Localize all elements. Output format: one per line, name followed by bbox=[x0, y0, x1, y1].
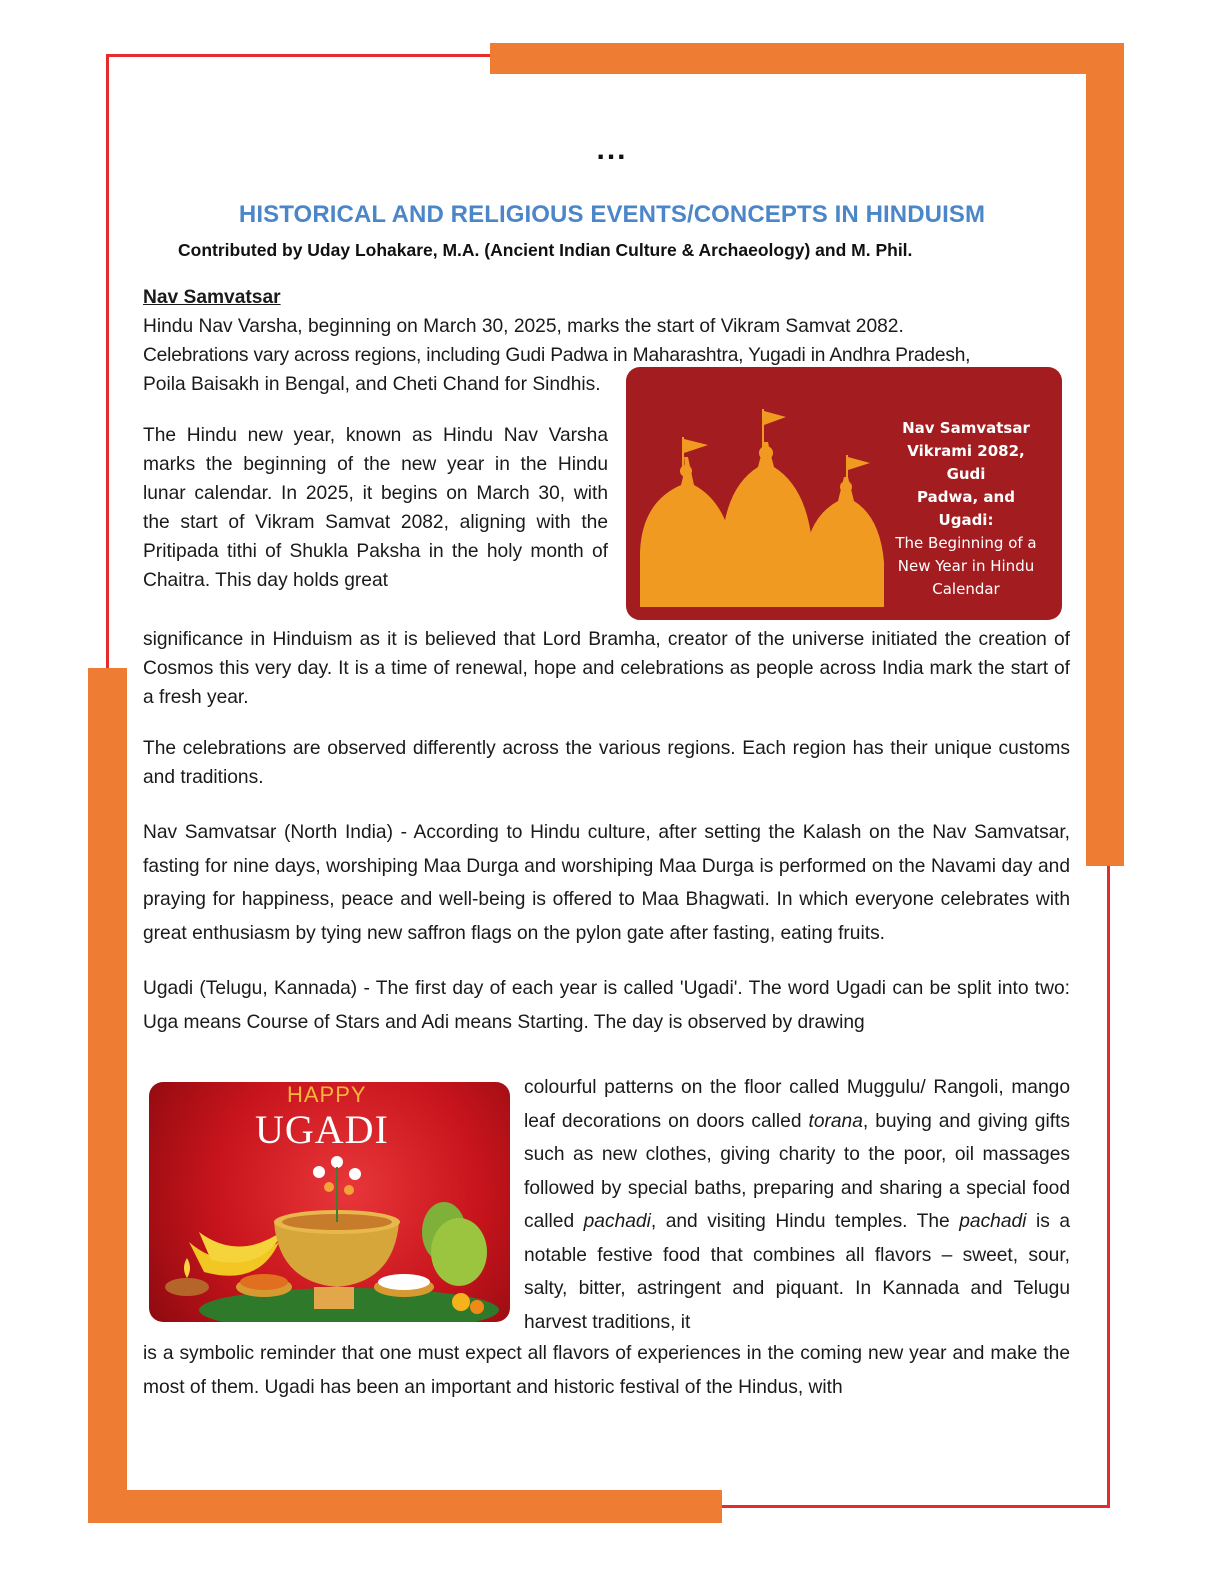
pachadi-term-2: pachadi bbox=[959, 1211, 1027, 1232]
intro-line-1: Hindu Nav Varsha, beginning on March 30, 2025, marks the start of Vikram Samvat 2082. bbox=[143, 316, 904, 337]
paragraph-2-wrap: The Hindu new year, known as Hindu Nav Varsha marks the beginning of the new year in the Hindu lunar calendar. In 2025, it begins on March 30, with the start of Vikram Samvat 2082, aligning with the Pritipada tithi of Shukla Paksha in the holy month of Chaitra. This day holds great bbox=[143, 425, 608, 591]
p5-seg-a: colourful patterns on the floor called Muggulu/ Rangoli, mango leaf decorations on doors called bbox=[524, 1077, 1070, 1132]
banner-line-1: Nav Samvatsar bbox=[902, 419, 1030, 437]
frame-right-orange-bar bbox=[1086, 43, 1124, 866]
nav-samvatsar-banner bbox=[626, 367, 1062, 620]
festive-food-illustration bbox=[149, 1082, 510, 1322]
torana-term: torana bbox=[808, 1110, 863, 1132]
frame-left-orange-bar bbox=[88, 668, 127, 1523]
paragraph-2-rest: significance in Hinduism as it is believed that Lord Bramha, creator of the universe initiated the creation of Cosmos this very day. It is a time of renewal, hope and celebrations as people across India mark the start of a fresh year. bbox=[143, 629, 1070, 708]
paragraph-5-rest: is a symbolic reminder that one must expect all flavors of experiences in the coming new year and make the most of them. Ugadi has been an important and historic festival of the Hindus, with bbox=[143, 1343, 1070, 1398]
pachadi-term-1: pachadi bbox=[583, 1211, 651, 1232]
frame-top-orange-bar bbox=[490, 43, 1124, 74]
page-title: HISTORICAL AND RELIGIOUS EVENTS/CONCEPTS IN HINDUISM bbox=[238, 201, 986, 228]
frame-bottom-orange-bar bbox=[88, 1490, 722, 1523]
banner-line-4: The Beginning of a bbox=[895, 534, 1037, 552]
banner-caption bbox=[888, 417, 1044, 601]
ugadi-text: UGADI bbox=[255, 1107, 389, 1152]
banner-line-3: Padwa, and Ugadi: bbox=[917, 488, 1015, 529]
banner-line-2: Vikrami 2082, Gudi bbox=[907, 442, 1025, 483]
p5-seg-d: is a notable festive food that combines all flavors – sweet, sour, salty, bitter, astringent and piquant. In Kannada and Telugu harvest traditions, it bbox=[524, 1211, 1070, 1333]
banner-line-6: Calendar bbox=[932, 580, 1000, 598]
contributor-line: Contributed by Uday Lohakare, M.A. (Ancient Indian Culture & Archaeology) and M. Phil. bbox=[178, 240, 913, 260]
section-heading: Nav Samvatsar bbox=[143, 287, 281, 308]
paragraph-5-wrap bbox=[524, 1071, 1070, 1339]
paragraph-5-top: Ugadi (Telugu, Kannada) - The first day of each year is called 'Ugadi'. The word Ugadi can be split into two: Uga means Course of Stars and Adi means Starting. The day is observed by drawing bbox=[143, 978, 1070, 1033]
frame-bottom-red-line bbox=[720, 1505, 1110, 1508]
happy-text: HAPPY bbox=[287, 1082, 367, 1107]
frame-top-red-line bbox=[106, 54, 492, 57]
intro-line-3: Poila Baisakh in Bengal, and Cheti Chand for Sindhis. bbox=[143, 374, 601, 395]
intro-line-2: Celebrations vary across regions, including Gudi Padwa in Maharashtra, Yugadi in Andhra Pradesh, bbox=[143, 345, 971, 366]
paragraph-4: Nav Samvatsar (North India) - According to Hindu culture, after setting the Kalash on the Nav Samvatsar, fasting for nine days, worshiping Maa Durga and worshiping Maa Durga is performed on the Navami day and praying for happiness, peace and well-being is offered to Maa Bhagwati. In which everyone celebrates with great enthusiasm by tying new saffron flags on the pylon gate after fasting, eating fruits. bbox=[143, 822, 1070, 944]
body-column-3 bbox=[143, 1337, 1070, 1404]
wrap-column-2 bbox=[524, 1071, 1070, 1339]
happy-ugadi-banner bbox=[149, 1082, 510, 1322]
article-column bbox=[143, 283, 1070, 370]
p5-seg-c: , and visiting Hindu temples. The bbox=[650, 1211, 960, 1232]
banner-line-5: New Year in Hindu bbox=[897, 557, 1035, 575]
body-column-2 bbox=[143, 625, 1070, 1039]
frame-right-red-line bbox=[1107, 866, 1110, 1508]
ellipsis-dots: ... bbox=[596, 133, 628, 166]
wrap-column-1 bbox=[143, 370, 608, 595]
p5-seg-b: , buying and giving gifts such as new clothes, giving charity to the poor, oil massages followed by special baths, preparing and sharing a special food called bbox=[524, 1110, 1070, 1232]
paragraph-3: The celebrations are observed differently across the various regions. Each region has their unique customs and traditions. bbox=[143, 738, 1070, 788]
